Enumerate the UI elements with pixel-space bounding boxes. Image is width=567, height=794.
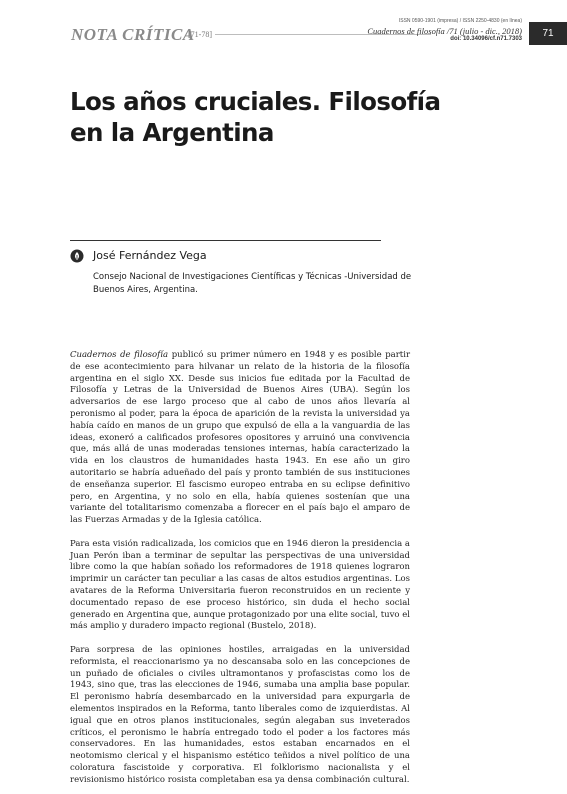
author-name: José Fernández Vega: [93, 249, 207, 262]
section-label: NOTA CRÍTICA: [71, 25, 195, 44]
article-body: [70, 350, 410, 794]
author-affiliation: Consejo Nacional de Investigaciones Científicas y Técnicas -Universidad de Buenos Aires, Argentina.: [93, 272, 412, 295]
page-range: [71-78]: [188, 30, 212, 39]
page-header: [0, 0, 567, 48]
author-rule: [70, 240, 381, 241]
doi-link[interactable]: doi: 10.34096/cf.n71.7303: [450, 36, 522, 42]
paragraph-2: Para esta visión radicalizada, los comicios que en 1946 dieron la presidencia a Juan Perón iban a terminar de sepultar las perspectivas de una universidad libre como la que habían soñado los reformadores de 1918 quienes lograron imprimir un carácter tan peculiar a las casas de altos estudios argentinas. Los avatares de la Reforma Universitaria fueron reconstruidos en un reciente y documentado repaso de ese proceso histórico, sin duda el hecho social generado en Argentina que, aunque protagonizado por una elite social, tuvo el más amplio y duradero impacto regional (Bustelo, 2018).: [70, 538, 410, 632]
title-line-2: en la Argentina: [70, 118, 274, 147]
title-line-1: Los años cruciales. Filosofía: [70, 87, 441, 116]
journal-name-italic: Cuadernos de filosofía: [70, 350, 169, 360]
issn: ISSN 0590-1901 (impresa) / ISSN 2250-4830 (en línea): [398, 18, 522, 24]
orcid-icon[interactable]: [70, 249, 84, 263]
paragraph-3: Para sorpresa de las opiniones hostiles, arraigadas en la universidad reformista, el reaccionarismo ya no descansaba solo en las concepciones de un puñado de oficiales o civiles ultramontanos y profascistas como los de 1943, sino que, tras las elecciones de 1946, sumaba una amplia base popular. El peronismo habría desembarcado en la universidad para expurgarla de elementos inspirados en la Reforma, tanto liberales como de izquierdistas. Al igual que en otros planos institucionales, según alegaban sus inveterados críticos, el peronismo le habría entregado todo el poder a los factores más conservadores. En las humanidades, estos estaban encarnados en el neotomismo clerical y el hispanismo estético teñidos a nivel político de una coloratura fascistoide y corporativa. El folklorismo nacionalista y el revisionismo histórico rosista completaban esa ya densa combinación cultural.: [70, 644, 410, 785]
paragraph-1-text: publicó su primer número en 1948 y es posible partir de ese acontecimiento para hilvanar un relato de la historia de la filosofía argentina en el siglo XX. Desde sus inicios fue editada por la Facultad de Filosofía y Letras de la Universidad de Buenos Aires (UBA). Según los adversarios de ese largo proceso que al cabo de unos años llevaría al peronismo al poder, para la época de aparición de la revista la universidad ya había caído en manos de un grupo que expulsó de ella a la vanguardia de las ideas, exoneró a calificados profesores opositores y arruinó una convivencia que, más allá de unas moderadas tensiones internas, había caracterizado la vida en los claustros de humanidades hasta 1943. En ese año un giro autoritario se habría adueñado del país y pronto también de sus instituciones de enseñanza superior. El fascismo europeo entraba en su eclipse definitivo pero, en Argentina, y no solo en ella, había quienes sostenían que una variante del totalitarismo comenzaba a florecer en el país bajo el amparo de las Fuerzas Armadas y de la Iglesia católica.: [70, 350, 411, 526]
paragraph-1: [70, 350, 410, 527]
page-number: 71: [529, 22, 567, 45]
journal-citation: Cuadernos de filosofía /71 (julio - dic., 2018): [367, 26, 522, 36]
article-title: [70, 86, 490, 148]
